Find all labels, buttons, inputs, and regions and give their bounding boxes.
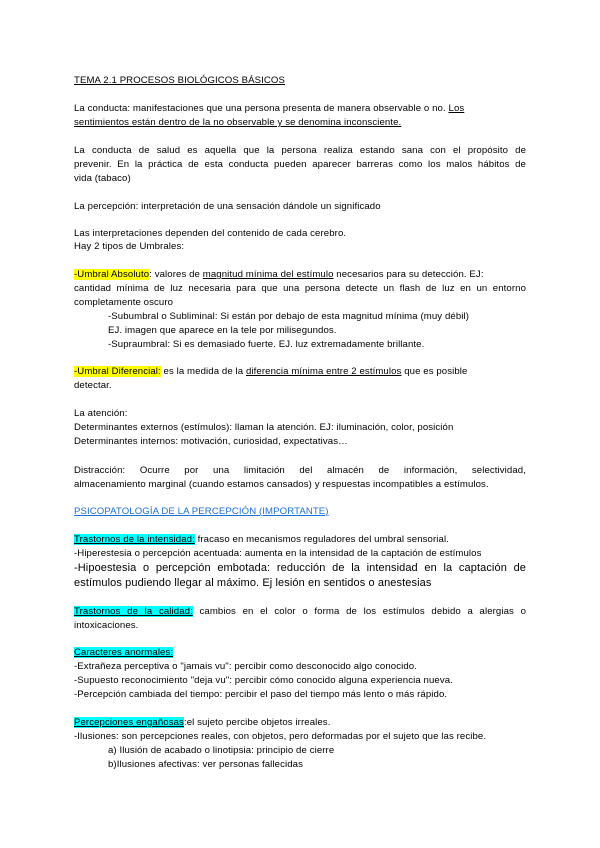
enganosas-label: Percepciones engañosas <box>74 717 184 728</box>
enganosas-line-1 <box>74 717 330 729</box>
umbral-diferencial-text-end: que es posible <box>404 366 468 377</box>
percepcion-definition: La percepción: interpretación de una sensación dándole un significado <box>74 201 381 212</box>
umbral-diferencial-line-2: detectar. <box>74 380 112 391</box>
umbral-absoluto-text: : valores de <box>149 269 200 280</box>
umbral-diferencial-text: es la medida de la <box>163 366 244 377</box>
umbral-diferencial-line-1 <box>74 366 467 378</box>
atencion-heading: La atención: <box>74 408 128 419</box>
conducta-line-1 <box>74 103 464 115</box>
ilusion-acabado-line: a) Ilusión de acabado o linotipsia: principio de cierre <box>108 745 335 756</box>
ilusiones-line: -Ilusiones: son percepciones reales, con objetos, pero deformadas por el sujeto que las recibe. <box>74 731 487 742</box>
supraumbral-line: -Supraumbral: Si es demasiado fuerte. EJ. luz extremadamente brillante. <box>108 339 425 350</box>
umbral-absoluto-line-1 <box>74 269 484 281</box>
caracteres-label: Caracteres anormales: <box>74 647 174 658</box>
umbral-absoluto-line-3: completamente oscuro <box>74 297 174 308</box>
conducta-line-2: sentimientos están dentro de la no observable y se denomina inconsciente. <box>74 117 402 128</box>
deja-vu-line: -Supuesto reconocimiento "deja vu": percibir cómo conocido alguna experiencia nueva. <box>74 675 453 686</box>
ilusiones-afectivas-line: b)Ilusiones afectivas: ver personas fallecidas <box>108 759 303 770</box>
hiperestesia-line: -Hiperestesia o percepción acentuada: aumenta en la intensidad de la captación de estímulos <box>74 548 482 559</box>
calidad-text: cambios en el color o forma de los estímulos debido a alergias o <box>199 606 527 617</box>
conducta-text: La conducta: manifestaciones que una persona presenta de manera observable o no. <box>74 103 446 114</box>
subumbral-example: EJ. imagen que aparece en la tele por milisegundos. <box>108 325 337 336</box>
psicopatologia-heading: PSICOPATOLOGÍA DE LA PERCEPCIÓN (IMPORTANTE) <box>74 506 329 517</box>
hipoestesia-line-2: estímulos pudiendo llegar al máximo. Ej lesión en sentidos o anestesias <box>74 577 432 589</box>
hipoestesia-line-1: -Hipoestesia o percepción embotada: reducción de la intensidad en la captación de <box>74 562 526 574</box>
enganosas-text: :el sujeto percibe objetos irreales. <box>183 717 331 728</box>
salud-line-3: vida (tabaco) <box>74 173 131 184</box>
calidad-label: Trastornos de la calidad: <box>74 606 193 617</box>
umbral-diferencial-label: -Umbral Diferencial: <box>74 366 161 377</box>
umbral-diferencial-underlined: diferencia mínima entre 2 estímulos <box>245 366 402 377</box>
salud-line-1: La conducta de salud es aquella que la persona realiza estando sana con el propósito de <box>74 145 526 156</box>
intensidad-line-1 <box>74 534 449 546</box>
subumbral-line: -Subumbral o Subliminal: Si están por debajo de esta magnitud mínima (muy débil) <box>108 311 470 322</box>
caracteres-heading-line <box>74 647 173 659</box>
distraccion-line-1: Distracción: Ocurre por una limitación del almacén de información, selectividad, <box>74 465 526 476</box>
page-title: TEMA 2.1 PROCESOS BIOLÓGICOS BÁSICOS <box>74 75 285 86</box>
intensidad-text: fracaso en mecanismos reguladores del umbral sensorial. <box>194 534 449 545</box>
umbral-absoluto-line-2: cantidad mínima de luz necesaria para que una persona detecte un flash de luz en un entorno <box>74 283 526 294</box>
tipos-umbrales-line: Hay 2 tipos de Umbrales: <box>74 241 185 252</box>
calidad-line-2: intoxicaciones. <box>74 620 139 631</box>
salud-line-2: prevenir. En la práctica de esta conducta pueden aparecer barreras como los malos hábitos de <box>74 159 526 170</box>
interpretaciones-line: Las interpretaciones dependen del contenido de cada cerebro. <box>74 228 347 239</box>
conducta-underlined-start: Los <box>448 103 465 114</box>
umbral-absoluto-text-end: necesarios para su detección. EJ: <box>336 269 484 280</box>
jamais-vu-line: -Extrañeza perceptiva o "jamais vu": percibir como desconocido algo conocido. <box>74 661 418 672</box>
intensidad-label: Trastornos de la intensidad: <box>74 534 195 545</box>
atencion-externos: Determinantes externos (estímulos): llaman la atención. EJ: iluminación, color, posición <box>74 422 454 433</box>
calidad-line-1 <box>74 606 526 618</box>
umbral-absoluto-underlined: magnitud mínima del estímulo <box>202 269 334 280</box>
tiempo-line: -Percepción cambiada del tiempo: percibir el paso del tiempo más lento o más rápido. <box>74 689 448 700</box>
atencion-internos: Determinantes internos: motivación, curiosidad, expectativas… <box>74 436 348 447</box>
umbral-absoluto-label: -Umbral Absoluto <box>74 269 150 280</box>
distraccion-line-2: almacenamiento marginal (cuando estamos cansados) y respuestas incompatibles a estímulos. <box>74 479 489 490</box>
